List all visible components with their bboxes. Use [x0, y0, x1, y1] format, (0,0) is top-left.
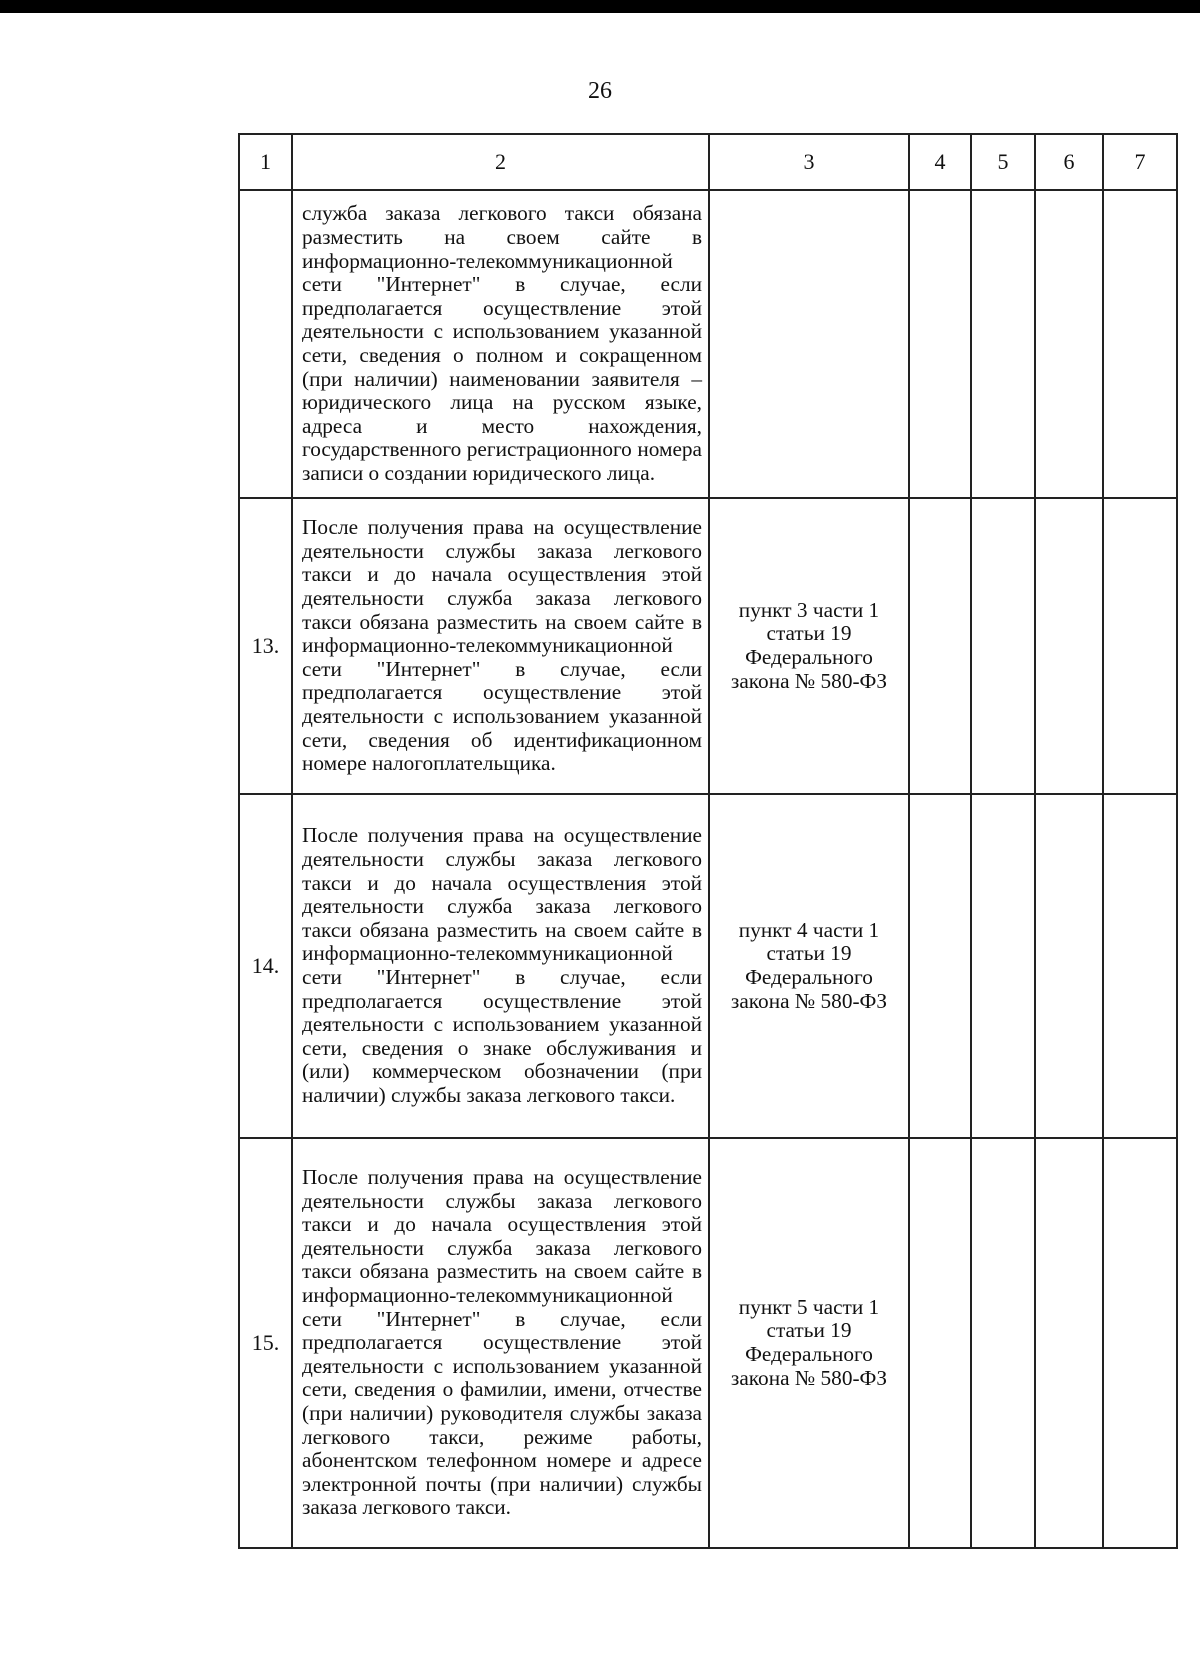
empty-cell	[909, 1138, 971, 1548]
scan-top-border	[0, 0, 1200, 13]
legal-basis-text: пункт 5 части 1 статьи 19 Федерального закона № 580-ФЗ	[730, 1294, 888, 1390]
table-row	[239, 794, 1177, 1138]
legal-basis-text: пункт 4 части 1 статьи 19 Федерального закона № 580-ФЗ	[730, 917, 888, 1013]
legal-basis-cell	[709, 498, 909, 794]
empty-cell	[909, 498, 971, 794]
row-number-cell: 13.	[239, 498, 292, 794]
header-col-2: 2	[292, 134, 709, 190]
header-col-4: 4	[909, 134, 971, 190]
requirement-text: После получения права на осуществление деятельности службы заказа легкового такси и до начала осуществления этой деятельности служба заказа легкового такси обязана разместить на своем сайте в информационно-телекоммуникационной сети "Интернет" в случае, если предполагается осуществление этой деятельности с использованием указанной сети, сведения о знаке обслуживания и (или) коммерческом обозначении (при наличии) службы заказа легкового такси.	[302, 823, 702, 1107]
empty-cell	[1103, 498, 1177, 794]
empty-cell	[909, 190, 971, 498]
empty-cell	[1035, 190, 1103, 498]
header-col-3: 3	[709, 134, 909, 190]
empty-cell	[1035, 1138, 1103, 1548]
empty-cell	[971, 1138, 1035, 1548]
requirement-text-cell	[292, 190, 709, 498]
empty-cell	[1035, 498, 1103, 794]
legal-basis-cell	[709, 190, 909, 498]
empty-cell	[1103, 794, 1177, 1138]
table-header-row	[239, 134, 1177, 190]
header-col-1: 1	[239, 134, 292, 190]
empty-cell	[1103, 1138, 1177, 1548]
requirements-table	[238, 133, 1178, 1549]
empty-cell	[971, 190, 1035, 498]
empty-cell	[1035, 794, 1103, 1138]
row-number-cell: 14.	[239, 794, 292, 1138]
requirement-text-cell	[292, 498, 709, 794]
legal-basis-cell	[709, 1138, 909, 1548]
page-number: 26	[588, 78, 612, 104]
row-number-cell: 15.	[239, 1138, 292, 1548]
requirement-text: служба заказа легкового такси обязана разместить на своем сайте в информационно-телекоммуникационной сети "Интернет" в случае, если предполагается осуществление этой деятельности с использованием указанной сети, сведения о полном и сокращенном (при наличии) наименовании заявителя – юридического лица на русском языке, адреса и место нахождения, государственного регистрационного номера записи о создании юридического лица.	[302, 201, 702, 485]
header-col-5: 5	[971, 134, 1035, 190]
row-number-cell	[239, 190, 292, 498]
header-col-6: 6	[1035, 134, 1103, 190]
requirement-text-cell	[292, 1138, 709, 1548]
header-col-7: 7	[1103, 134, 1177, 190]
legal-basis-cell	[709, 794, 909, 1138]
empty-cell	[909, 794, 971, 1138]
table-row	[239, 498, 1177, 794]
empty-cell	[971, 498, 1035, 794]
requirement-text: После получения права на осуществление деятельности службы заказа легкового такси и до начала осуществления этой деятельности служба заказа легкового такси обязана разместить на своем сайте в информационно-телекоммуникационной сети "Интернет" в случае, если предполагается осуществление этой деятельности с использованием указанной сети, сведения об идентификационном номере налогоплательщика.	[302, 515, 702, 776]
table-row	[239, 190, 1177, 498]
requirement-text: После получения права на осуществление деятельности службы заказа легкового такси и до начала осуществления этой деятельности служба заказа легкового такси обязана разместить на своем сайте в информационно-телекоммуникационной сети "Интернет" в случае, если предполагается осуществление этой деятельности с использованием указанной сети, сведения о фамилии, имени, отчестве (при наличии) руководителя службы заказа легкового такси, режиме работы, абонентском телефонном номере и адресе электронной почты (при наличии) службы заказа легкового такси.	[302, 1165, 702, 1520]
empty-cell	[1103, 190, 1177, 498]
table-row	[239, 1138, 1177, 1548]
requirement-text-cell	[292, 794, 709, 1138]
empty-cell	[971, 794, 1035, 1138]
legal-basis-text: пункт 3 части 1 статьи 19 Федерального закона № 580-ФЗ	[730, 597, 888, 693]
